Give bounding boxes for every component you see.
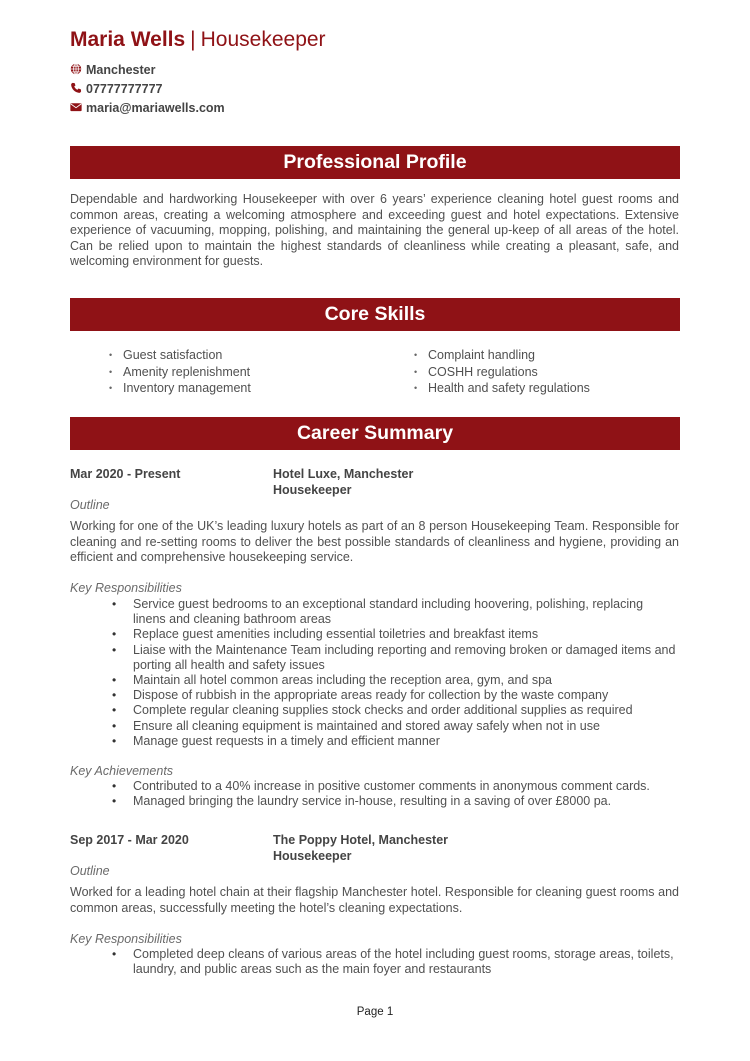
job-title: Housekeeper — [273, 483, 352, 497]
section-heading-profile: Professional Profile — [70, 146, 680, 179]
phone-text: 07777777777 — [86, 82, 163, 96]
achievements-label: Key Achievements — [70, 764, 174, 778]
outline-label: Outline — [70, 864, 110, 878]
list-item: • Managed bringing the laundry service in-house, resulting in a saving of over £8000 pa. — [70, 794, 679, 809]
contact-email — [70, 100, 225, 116]
achievements-list — [70, 779, 679, 809]
phone-icon — [70, 82, 82, 94]
section-heading-career: Career Summary — [70, 417, 680, 450]
list-item: • Replace guest amenities including essential toiletries and breakfast items — [70, 627, 679, 642]
job-outline: Working for one of the UK’s leading luxury hotels as part of an 8 person Housekeeping Team. Responsible for cleaning and re-setting rooms to deliver the best possible standards of cleanliness and hygiene, providing an efficient and comprehensive housekeeping service. — [70, 519, 679, 564]
outline-label: Outline — [70, 498, 110, 512]
skill-item: • Guest satisfaction — [109, 347, 251, 364]
globe-icon — [70, 63, 82, 75]
skill-item: • Complaint handling — [414, 347, 590, 364]
responsibilities-list — [70, 947, 679, 977]
location-text: Manchester — [86, 63, 156, 77]
list-item: • Maintain all hotel common areas including the reception area, gym, and spa — [70, 673, 679, 688]
skills-list-left — [109, 347, 251, 397]
list-item: • Contributed to a 40% increase in positive customer comments in anonymous comment cards. — [70, 779, 679, 794]
skill-item: • Health and safety regulations — [414, 380, 590, 397]
section-heading-skills: Core Skills — [70, 298, 680, 331]
candidate-name: Maria Wells — [70, 28, 186, 51]
candidate-role: Housekeeper — [200, 28, 326, 51]
list-item: • Completed deep cleans of various areas of the hotel including guest rooms, storage areas, toilets, laundry, and public areas such as the main foyer and restaurants — [70, 947, 679, 977]
responsibilities-label: Key Responsibilities — [70, 581, 182, 595]
profile-text: Dependable and hardworking Housekeeper with over 6 years’ experience cleaning hotel guest rooms and common areas, creating a welcoming atmosphere and exceeding guest and hotel expectations. Extensive experience of vacuuming, mopping, polishing, and maintaining the general up-keep of all areas of the hotel. Can be relied upon to maintain the highest standards of cleanliness while creating a pleasant, safe, and welcoming environment for guests. — [70, 192, 679, 268]
contact-location — [70, 62, 155, 78]
list-item: • Liaise with the Maintenance Team including reporting and removing broken or damaged items and porting all health and safety issues — [70, 643, 679, 673]
skills-list-right — [414, 347, 590, 397]
job-dates: Sep 2017 - Mar 2020 — [70, 833, 189, 847]
skill-item: • Amenity replenishment — [109, 364, 251, 381]
list-item: • Complete regular cleaning supplies stock checks and order additional supplies as required — [70, 703, 679, 718]
name-title-line — [70, 27, 326, 53]
list-item: • Ensure all cleaning equipment is maintained and stored away safely when not in use — [70, 719, 679, 734]
list-item: • Service guest bedrooms to an exceptional standard including hoovering, polishing, replacing linens and cleaning bathroom areas — [70, 597, 679, 627]
list-item: • Dispose of rubbish in the appropriate areas ready for collection by the waste company — [70, 688, 679, 703]
responsibilities-label: Key Responsibilities — [70, 932, 182, 946]
title-separator: | — [190, 28, 196, 51]
job-title: Housekeeper — [273, 849, 352, 863]
skill-item: • COSHH regulations — [414, 364, 590, 381]
job-employer: The Poppy Hotel, Manchester — [273, 833, 449, 847]
job-employer: Hotel Luxe, Manchester — [273, 467, 414, 481]
job-outline: Worked for a leading hotel chain at their flagship Manchester hotel. Responsible for cleaning guest rooms and common areas, successfully meeting the hotel’s cleaning expectations. — [70, 885, 679, 915]
responsibilities-list — [70, 597, 679, 749]
contact-phone — [70, 81, 162, 97]
page-number: Page 1 — [356, 1006, 394, 1018]
list-item: • Manage guest requests in a timely and efficient manner — [70, 734, 679, 749]
skill-item: • Inventory management — [109, 380, 251, 397]
job-dates: Mar 2020 - Present — [70, 467, 181, 481]
email-text: maria@mariawells.com — [86, 101, 225, 115]
envelope-icon — [70, 101, 82, 113]
